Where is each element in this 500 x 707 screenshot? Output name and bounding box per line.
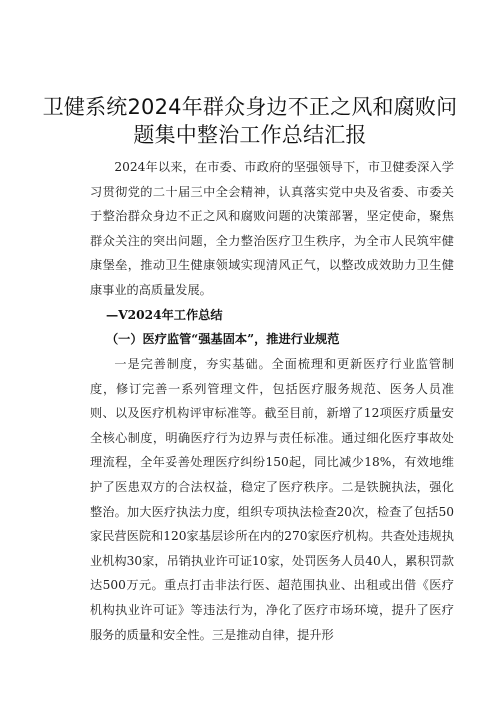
- intro-paragraph-block: [90, 155, 454, 303]
- subsection-heading: （一）医疗监管“强基固本”，推进行业规范: [106, 332, 340, 346]
- document-title-line-1: 卫健系统2024年群众身边不正之风和腐败问: [42, 95, 458, 119]
- intro-paragraph: 2024年以来，在市委、市政府的坚强领导下，市卫健委深入学习贯彻党的二十届三中全会精神，认真落实党中央及省委、市委关于整治群众身边不正之风和腐败问题的决策部署，坚定使命，聚焦群众关注的突出问题，全力整治医疗卫生秩序，为全市人民筑牢健康堡垒，推动卫生健康领域实现清风正气，以整改成效助力卫生健康事业的高质量发展。: [90, 160, 454, 297]
- body-paragraph-block: [90, 352, 454, 647]
- section-heading: —V2024年工作总结: [106, 308, 223, 322]
- document-title-line-2: 题集中整治工作总结汇报: [133, 123, 367, 147]
- body-paragraph: 一是完善制度，夯实基础。全面梳理和更新医疗行业监管制度，修订完善一系列管理文件，包括医疗服务规范、医务人员准则、以及医疗机构评审标准等。截至目前，新增了12项医疗质量安全核心制度，明确医疗行为边界与责任标准。通过细化医疗事故处理流程，全年妥善处理医疗纠纷150起，同比减少18%，有效地维护了医患双方的合法权益，稳定了医疗秩序。二是铁腕执法，强化整治。加大医疗执法力度，组织专项执法检查20次，检查了包括50家民营医院和120家基层诊所在内的270家医疗机构。共查处违规执业机构30家，吊销执业许可证10家，处罚医务人员40人，累积罚款达500万元。重点打击非法行医、超范围执业、出租或出借《医疗机构执业许可证》等违法行为，净化了医疗市场环境，提升了医疗服务的质量和安全性。三是推动自律，提升形: [90, 357, 454, 642]
